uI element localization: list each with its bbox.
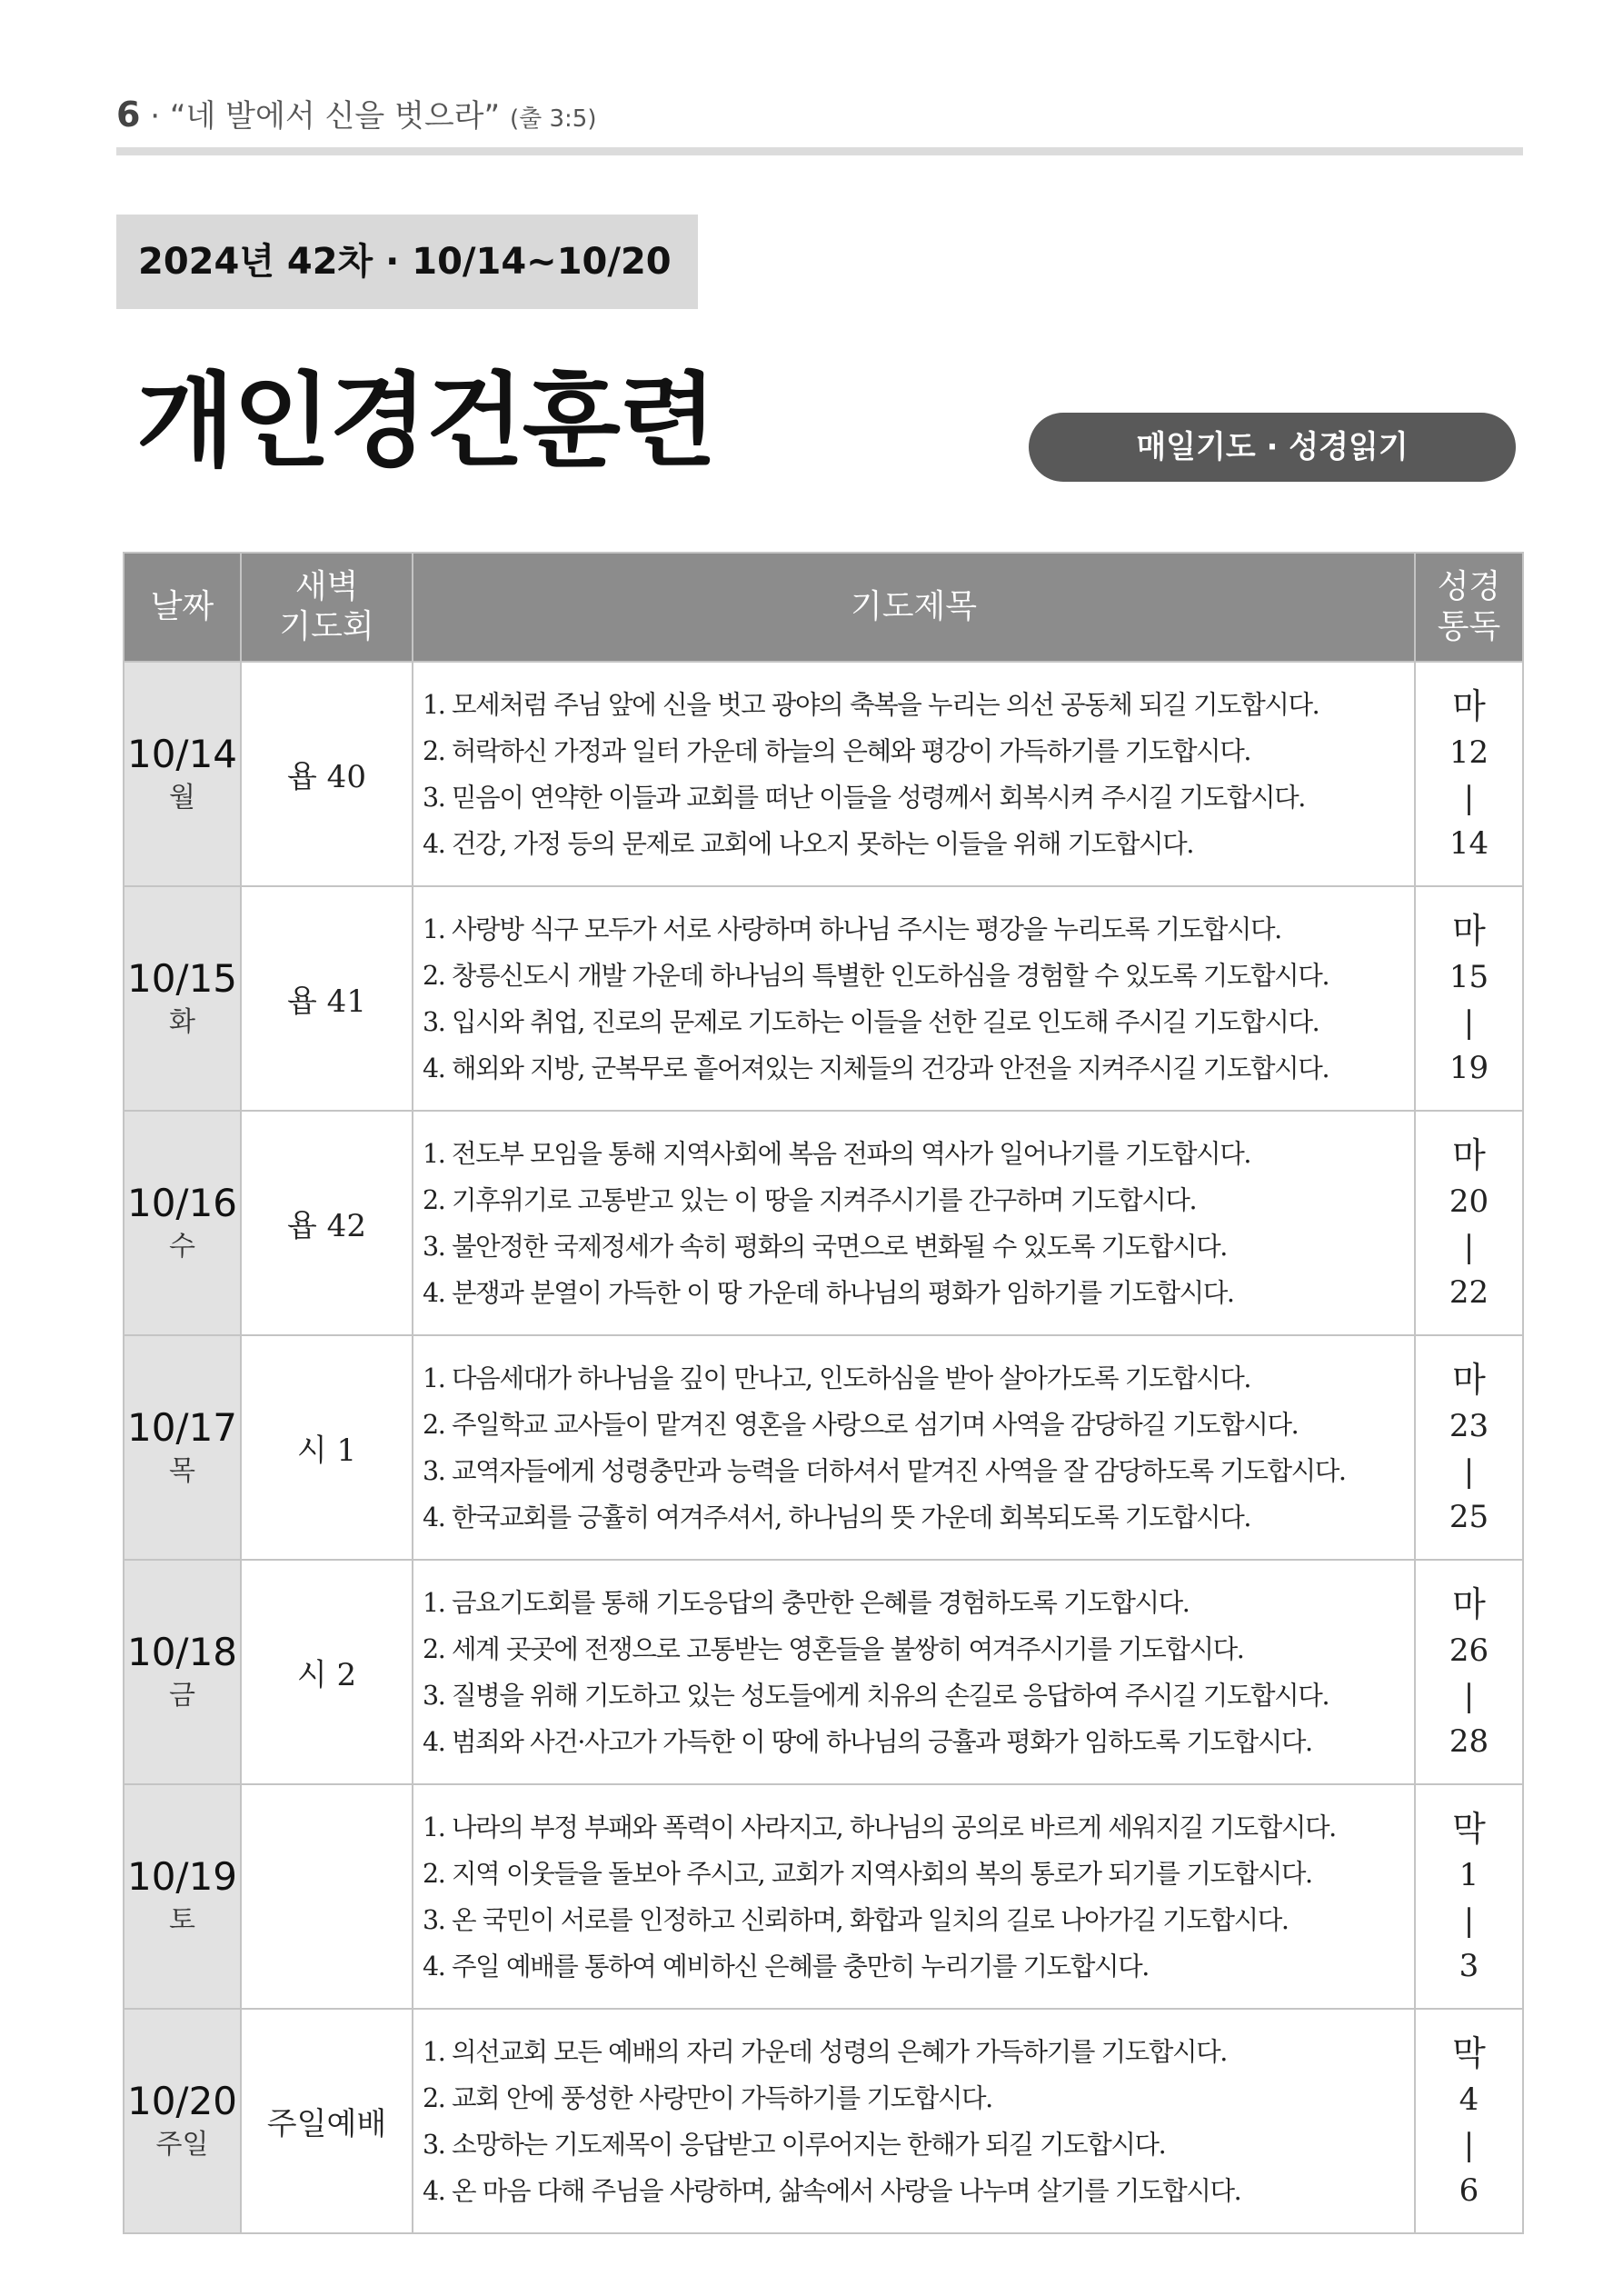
header-reference: (출 3:5) bbox=[509, 105, 597, 133]
reading-book: 막 bbox=[1452, 1808, 1486, 1849]
header-separator: · bbox=[150, 98, 161, 135]
header-date: 날짜 bbox=[124, 553, 241, 662]
reading-book: 막 bbox=[1452, 2032, 1486, 2073]
prayer-item: 3. 교역자들에게 성령충만과 능력을 더하셔서 맡겨진 사역을 잘 감당하도록 기도합시다. bbox=[423, 1455, 1346, 1486]
date-weekday: 수 bbox=[169, 1230, 195, 1263]
date-number: 10/16 bbox=[126, 1180, 238, 1225]
dawn-prayer-cell: 욥 40 bbox=[241, 662, 413, 886]
date-number: 10/20 bbox=[126, 2078, 238, 2123]
date-cell bbox=[124, 2009, 241, 2233]
date-weekday: 목 bbox=[169, 1454, 195, 1487]
date-weekday: 화 bbox=[169, 1005, 195, 1038]
date-cell bbox=[124, 1111, 241, 1335]
date-number: 10/18 bbox=[126, 1629, 238, 1674]
date-weekday: 월 bbox=[169, 781, 195, 814]
reading-from: 26 bbox=[1449, 1632, 1489, 1669]
prayer-topics-cell bbox=[413, 1111, 1415, 1335]
dawn-prayer-cell: 주일예배 bbox=[241, 2009, 413, 2233]
table-row bbox=[124, 2009, 1523, 2233]
date-weekday: 토 bbox=[169, 1903, 195, 1936]
reading-to: 25 bbox=[1449, 1498, 1489, 1535]
prayer-topics-cell bbox=[413, 1560, 1415, 1784]
prayer-item: 2. 허락하신 가정과 일터 가운데 하늘의 은혜와 평강이 가득하기를 기도합시다. bbox=[423, 735, 1251, 766]
header-reading: 성경 통독 bbox=[1415, 553, 1523, 662]
prayer-item: 1. 의선교회 모든 예배의 자리 가운데 성령의 은혜가 가득하기를 기도합시다. bbox=[423, 2036, 1227, 2067]
dawn-prayer-cell: 욥 41 bbox=[241, 886, 413, 1111]
reading-book: 마 bbox=[1452, 685, 1486, 726]
page-header bbox=[116, 91, 596, 135]
prayer-item: 1. 금요기도회를 통해 기도응답의 충만한 은혜를 경험하도록 기도합시다. bbox=[423, 1587, 1190, 1618]
prayer-item: 3. 질병을 위해 기도하고 있는 성도들에게 치유의 손길로 응답하여 주시길 기도합시다. bbox=[423, 1680, 1329, 1711]
table-row bbox=[124, 662, 1523, 886]
prayer-topics-cell bbox=[413, 662, 1415, 886]
prayer-topics-cell bbox=[413, 886, 1415, 1111]
prayer-item: 2. 기후위기로 고통받고 있는 이 땅을 지켜주시기를 간구하며 기도합시다. bbox=[423, 1184, 1197, 1215]
date-weekday: 주일 bbox=[155, 2128, 209, 2161]
reading-dash: | bbox=[1463, 2126, 1475, 2163]
date-cell bbox=[124, 1335, 241, 1560]
bible-reading-cell bbox=[1415, 1560, 1523, 1784]
prayer-item: 1. 사랑방 식구 모두가 서로 사랑하며 하나님 주시는 평강을 누리도록 기도합시다. bbox=[423, 913, 1281, 944]
reading-book: 마 bbox=[1452, 1134, 1486, 1175]
reading-dash: | bbox=[1463, 1452, 1475, 1490]
reading-to: 6 bbox=[1459, 2171, 1479, 2209]
prayer-item: 2. 지역 이웃들을 돌보아 주시고, 교회가 지역사회의 복의 통로가 되기를 기도합시다. bbox=[423, 1858, 1312, 1889]
table-row bbox=[124, 1335, 1523, 1560]
table-row bbox=[124, 1111, 1523, 1335]
bible-reading-cell bbox=[1415, 2009, 1523, 2233]
reading-dash: | bbox=[1463, 779, 1475, 816]
reading-from: 23 bbox=[1449, 1407, 1489, 1444]
bible-reading-cell bbox=[1415, 1335, 1523, 1560]
header-title: “네 발에서 신을 벗으라” bbox=[169, 98, 501, 135]
prayer-item: 4. 분쟁과 분열이 가득한 이 땅 가운데 하나님의 평화가 임하기를 기도합시다. bbox=[423, 1277, 1234, 1308]
reading-book: 마 bbox=[1452, 1583, 1486, 1624]
prayer-topics-cell bbox=[413, 1335, 1415, 1560]
date-number: 10/17 bbox=[126, 1404, 238, 1450]
bible-reading-cell bbox=[1415, 886, 1523, 1111]
prayer-schedule-table bbox=[123, 552, 1524, 2234]
bible-reading-cell bbox=[1415, 662, 1523, 886]
prayer-item: 2. 주일학교 교사들이 맡겨진 영혼을 사랑으로 섬기며 사역을 감당하길 기도합시다. bbox=[423, 1409, 1299, 1440]
table-row bbox=[124, 1560, 1523, 1784]
prayer-topics-cell bbox=[413, 2009, 1415, 2233]
date-weekday: 금 bbox=[169, 1679, 195, 1712]
main-title: 개인경건훈련 bbox=[136, 363, 716, 481]
dawn-prayer-cell bbox=[241, 1784, 413, 2009]
reading-dash: | bbox=[1463, 1003, 1475, 1041]
date-cell bbox=[124, 886, 241, 1111]
prayer-item: 1. 모세처럼 주님 앞에 신을 벗고 광야의 축복을 누리는 의선 공동체 되길 기도합시다. bbox=[423, 689, 1319, 720]
date-number: 10/15 bbox=[126, 955, 238, 1001]
reading-dash: | bbox=[1463, 1677, 1475, 1714]
page-number: 6 bbox=[116, 95, 141, 135]
bible-reading-cell bbox=[1415, 1111, 1523, 1335]
week-badge: 2024년 42차 · 10/14~10/20 bbox=[116, 215, 698, 309]
prayer-item: 4. 해외와 지방, 군복무로 흩어져있는 지체들의 건강과 안전을 지켜주시길 기도합시다. bbox=[423, 1053, 1329, 1083]
prayer-item: 4. 주일 예배를 통하여 예비하신 은혜를 충만히 누리기를 기도합시다. bbox=[423, 1951, 1149, 1982]
prayer-item: 3. 믿음이 연약한 이들과 교회를 떠난 이들을 성령께서 회복시켜 주시길 기도합시다. bbox=[423, 782, 1305, 813]
header-dawn: 새벽 기도회 bbox=[241, 553, 413, 662]
section-pill: 매일기도 · 성경읽기 bbox=[1029, 413, 1516, 482]
prayer-item: 3. 소망하는 기도제목이 응답받고 이루어지는 한해가 되길 기도합시다. bbox=[423, 2129, 1166, 2160]
reading-from: 15 bbox=[1449, 958, 1489, 995]
prayer-item: 4. 한국교회를 긍휼히 여겨주셔서, 하나님의 뜻 가운데 회복되도록 기도합시다. bbox=[423, 1502, 1251, 1532]
date-cell bbox=[124, 1560, 241, 1784]
date-cell bbox=[124, 662, 241, 886]
table-header-row bbox=[124, 553, 1523, 662]
prayer-item: 4. 건강, 가정 등의 문제로 교회에 나오지 못하는 이들을 위해 기도합시다. bbox=[423, 828, 1193, 859]
date-number: 10/14 bbox=[126, 731, 238, 776]
bible-reading-cell bbox=[1415, 1784, 1523, 2009]
prayer-item: 2. 창릉신도시 개발 가운데 하나님의 특별한 인도하심을 경험할 수 있도록 기도합시다. bbox=[423, 960, 1329, 991]
reading-to: 22 bbox=[1449, 1273, 1489, 1311]
reading-to: 28 bbox=[1449, 1722, 1489, 1760]
table-row bbox=[124, 886, 1523, 1111]
date-number: 10/19 bbox=[126, 1853, 238, 1899]
prayer-item: 1. 나라의 부정 부패와 폭력이 사라지고, 하나님의 공의로 바르게 세워지길 기도합시다. bbox=[423, 1812, 1336, 1842]
reading-to: 3 bbox=[1459, 1947, 1479, 1984]
header-prayer: 기도제목 bbox=[413, 553, 1415, 662]
prayer-item: 2. 교회 안에 풍성한 사랑만이 가득하기를 기도합시다. bbox=[423, 2082, 992, 2113]
reading-dash: | bbox=[1463, 1902, 1475, 1939]
prayer-item: 4. 온 마음 다해 주님을 사랑하며, 삶속에서 사랑을 나누며 살기를 기도합시다. bbox=[423, 2175, 1241, 2206]
reading-from: 4 bbox=[1459, 2081, 1479, 2118]
reading-from: 1 bbox=[1459, 1856, 1479, 1893]
prayer-item: 3. 불안정한 국제정세가 속히 평화의 국면으로 변화될 수 있도록 기도합시다. bbox=[423, 1231, 1227, 1262]
date-cell bbox=[124, 1784, 241, 2009]
dawn-prayer-cell: 시 1 bbox=[241, 1335, 413, 1560]
reading-book: 마 bbox=[1452, 1359, 1486, 1400]
reading-book: 마 bbox=[1452, 910, 1486, 951]
prayer-item: 1. 다음세대가 하나님을 깊이 만나고, 인도하심을 받아 살아가도록 기도합시다. bbox=[423, 1363, 1251, 1393]
reading-to: 19 bbox=[1449, 1049, 1489, 1086]
dawn-prayer-cell: 욥 42 bbox=[241, 1111, 413, 1335]
reading-to: 14 bbox=[1449, 824, 1489, 862]
prayer-item: 3. 온 국민이 서로를 인정하고 신뢰하며, 화합과 일치의 길로 나아가길 기도합시다. bbox=[423, 1904, 1289, 1935]
prayer-item: 2. 세계 곳곳에 전쟁으로 고통받는 영혼들을 불쌍히 여겨주시기를 기도합시다. bbox=[423, 1633, 1244, 1664]
dawn-prayer-cell: 시 2 bbox=[241, 1560, 413, 1784]
header-rule bbox=[116, 147, 1523, 155]
prayer-item: 1. 전도부 모임을 통해 지역사회에 복음 전파의 역사가 일어나기를 기도합시다. bbox=[423, 1138, 1251, 1169]
prayer-item: 4. 범죄와 사건·사고가 가득한 이 땅에 하나님의 긍휼과 평화가 임하도록 기도합시다. bbox=[423, 1726, 1312, 1757]
table-row bbox=[124, 1784, 1523, 2009]
reading-dash: | bbox=[1463, 1228, 1475, 1265]
reading-from: 12 bbox=[1449, 734, 1489, 771]
reading-from: 20 bbox=[1449, 1183, 1489, 1220]
prayer-item: 3. 입시와 취업, 진로의 문제로 기도하는 이들을 선한 길로 인도해 주시길 기도합시다. bbox=[423, 1006, 1319, 1037]
prayer-topics-cell bbox=[413, 1784, 1415, 2009]
